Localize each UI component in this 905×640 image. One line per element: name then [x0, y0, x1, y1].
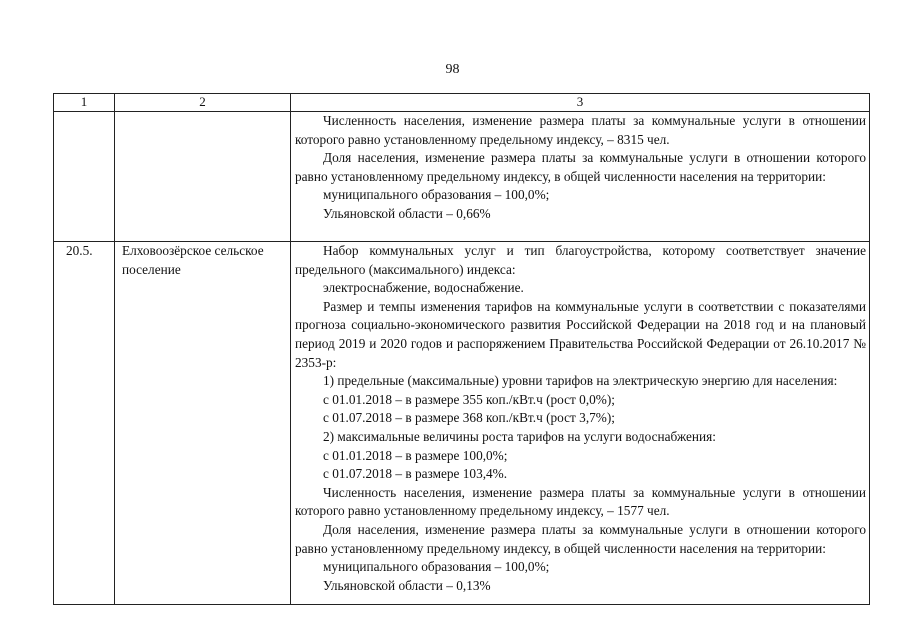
content-line: Ульяновской области – 0,13% — [323, 577, 491, 593]
row-content-cell — [291, 112, 870, 242]
row-number-cell — [54, 112, 115, 242]
content-line: Численность населения, изменение размера платы за коммунальные услуги в отношении которого равно установленному предельному индексу, – 1577 чел. — [295, 484, 866, 519]
row-content-cell — [291, 242, 870, 605]
content-line: Размер и темпы изменения тарифов на коммунальные услуги в соответствии с показателями прогноза социально-экономического развития Российской Федерации на 2018 год и на плановый период 2019 и 2020 годов и распоряжением Правительства Российской Федерации от 26.10.2017 № 2353-р: — [295, 298, 866, 370]
row-name-cell — [115, 112, 291, 242]
table-row-20-5 — [54, 242, 870, 605]
content-line: с 01.01.2018 – в размере 100,0%; — [323, 447, 508, 463]
content-line: Численность населения, изменение размера платы за коммунальные услуги в отношении которого равно установленному предельному индексу, – 8315 чел. — [295, 113, 866, 147]
content-line: электроснабжение, водоснабжение. — [323, 280, 524, 296]
document-table — [53, 93, 870, 605]
content-line: с 01.01.2018 – в размере 355 коп./кВт.ч (рост 0,0%); — [323, 391, 615, 407]
content-line: муниципального образования – 100,0%; — [323, 187, 550, 203]
content-line: с 01.07.2018 – в размере 368 коп./кВт.ч (рост 3,7%); — [323, 410, 615, 426]
table-header-row — [54, 94, 870, 112]
content-line: 2) максимальные величины роста тарифов на услуги водоснабжения: — [323, 428, 716, 444]
content-paragraphs — [295, 112, 866, 224]
page-number: 98 — [445, 62, 460, 77]
row-number-cell: 20.5. — [54, 242, 115, 605]
header-cell-2: 2 — [115, 94, 291, 112]
content-line: Ульяновской области – 0,66% — [323, 205, 491, 221]
content-line: Доля населения, изменение размера платы за коммунальные услуги в отношении которого равно установленному предельному индексу, в общей численности населения на территории: — [295, 521, 866, 556]
header-cell-3: 3 — [291, 94, 870, 112]
content-line: 1) предельные (максимальные) уровни тарифов на электрическую энергию для населения: — [323, 373, 838, 389]
content-paragraphs — [295, 242, 866, 595]
content-line: Набор коммунальных услуг и тип благоустройства, которому соответствует значение предельного (максимального) индекса: — [295, 243, 866, 277]
row-name-cell: Елховоозёрское сельское поселение — [115, 242, 291, 605]
content-line: Доля населения, изменение размера платы за коммунальные услуги в отношении которого равно установленному предельному индексу, в общей численности населения на территории: — [295, 150, 866, 184]
table-row-continued — [54, 112, 870, 242]
header-cell-1: 1 — [54, 94, 115, 112]
content-line: с 01.07.2018 – в размере 103,4%. — [323, 466, 508, 482]
content-line: муниципального образования – 100,0%; — [323, 559, 550, 575]
